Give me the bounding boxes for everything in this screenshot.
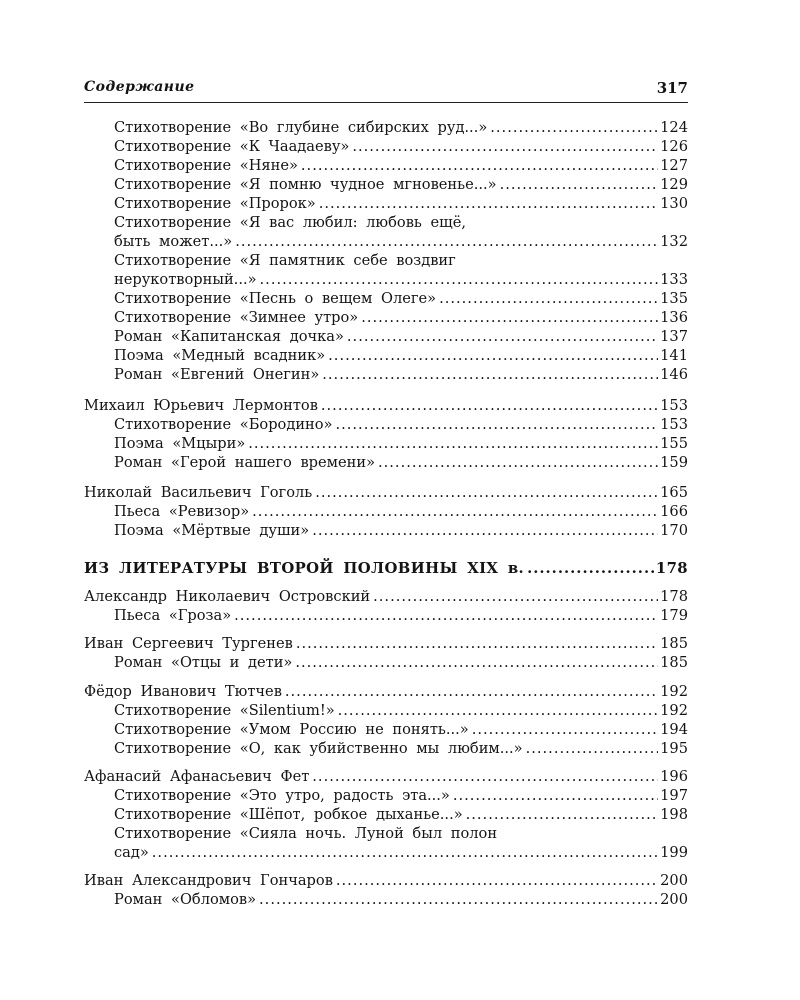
toc-entry-title: Поэма «Мцыри» [114, 435, 246, 452]
toc-entry-title: Стихотворение «Я памятник себе воздвиг [114, 252, 456, 269]
toc-entry-page: 196 [660, 768, 688, 785]
dot-leader [319, 194, 658, 213]
toc-entry-page: 197 [660, 787, 688, 804]
toc-entry-page: 126 [660, 138, 688, 155]
toc-entry-title: Роман «Герой нашего времени» [114, 454, 376, 471]
dot-leader [361, 308, 658, 327]
toc-entry [114, 194, 688, 213]
toc-entry-title: Стихотворение «Песнь о вещем Олеге» [114, 290, 437, 307]
toc-entry-title: Стихотворение «К Чаадаеву» [114, 138, 350, 155]
dot-leader [526, 739, 659, 758]
toc-entry-page: 166 [660, 503, 688, 520]
toc-entry [114, 502, 688, 521]
toc-entry [114, 232, 688, 251]
dot-leader [328, 346, 658, 365]
toc-entry-page: 124 [660, 119, 688, 136]
toc-entry-page: 192 [660, 702, 688, 719]
toc-entry-page: 132 [660, 233, 688, 250]
running-title: Содержание [84, 79, 195, 95]
toc-entry-title: Иван Александрович Гончаров [84, 872, 333, 889]
toc-entry-title: быть может...» [114, 233, 233, 250]
toc-entry-title: Стихотворение «Умом Россию не понять...» [114, 721, 469, 738]
toc-entry [114, 175, 688, 194]
toc-entry-title: Фёдор Иванович Тютчев [84, 683, 282, 700]
toc-entry-title: Александр Николаевич Островский [84, 588, 371, 605]
dot-leader [234, 606, 658, 625]
toc-entry [114, 805, 688, 824]
page-number: 317 [656, 79, 688, 97]
toc-entry-title: Стихотворение «Бородино» [114, 416, 333, 433]
toc-entry-title: Стихотворение «Шёпот, робкое дыханье...» [114, 806, 463, 823]
dot-leader [260, 270, 659, 289]
toc-entry [114, 606, 688, 625]
toc-entry-title: Стихотворение «Это утро, радость эта...» [114, 787, 450, 804]
toc-entry-page: 178 [655, 560, 688, 577]
toc-entry [84, 483, 688, 502]
dot-leader [285, 682, 658, 701]
dot-leader [466, 805, 659, 824]
toc-entry [114, 289, 688, 308]
toc-entry [114, 213, 688, 232]
toc-entry [114, 720, 688, 739]
toc-entry-page: 155 [660, 435, 688, 452]
toc-entry-page: 185 [660, 635, 688, 652]
toc-entry-page: 170 [660, 522, 688, 539]
toc-entry-title: Стихотворение «Няне» [114, 157, 298, 174]
dot-leader [152, 843, 658, 862]
toc-entry [114, 270, 688, 289]
toc-entry-page: 194 [660, 721, 688, 738]
toc-entry-page: 130 [660, 195, 688, 212]
toc-entry [114, 786, 688, 805]
toc-entry-page: 146 [660, 366, 688, 383]
toc-entry-title: Стихотворение «Silentium!» [114, 702, 335, 719]
toc-entry-title: Стихотворение «Я вас любил: любовь ещё, [114, 214, 466, 231]
toc-entry-page: 159 [660, 454, 688, 471]
toc-entry-title: ИЗ ЛИТЕРАТУРЫ ВТОРОЙ ПОЛОВИНЫ XIX в. [84, 560, 525, 577]
dot-leader [439, 289, 658, 308]
dot-leader [315, 483, 658, 502]
toc-entry [114, 843, 688, 862]
dot-leader [248, 434, 658, 453]
toc-entry [114, 327, 688, 346]
toc-entry [84, 767, 688, 786]
toc-entry-page: 133 [660, 271, 688, 288]
toc-entry-title: Пьеса «Ревизор» [114, 503, 250, 520]
dot-leader [338, 701, 659, 720]
toc-entry-title: Роман «Обломов» [114, 891, 257, 908]
dot-leader [312, 767, 658, 786]
toc-entry-title: нерукотворный...» [114, 271, 257, 288]
toc-entry [114, 739, 688, 758]
toc-entry [114, 118, 688, 137]
toc-entry-page: 195 [660, 740, 688, 757]
dot-leader [347, 327, 658, 346]
toc-entry-page: 199 [660, 844, 688, 861]
dot-leader [301, 156, 658, 175]
toc-entry [84, 871, 688, 890]
toc-entry [114, 137, 688, 156]
toc-entry-page: 185 [660, 654, 688, 671]
dot-leader [235, 232, 658, 251]
toc-entry [114, 308, 688, 327]
toc-entry-page: 141 [660, 347, 688, 364]
dot-leader [373, 587, 658, 606]
toc-entry [114, 365, 688, 384]
toc-entry-title: Стихотворение «Зимнее утро» [114, 309, 359, 326]
dot-leader [259, 890, 658, 909]
toc-entry-title: Стихотворение «Пророк» [114, 195, 316, 212]
toc-entry-title: Стихотворение «Я помню чудное мгновенье...» [114, 176, 497, 193]
dot-leader [295, 653, 658, 672]
toc-entry [114, 521, 688, 540]
toc-entry-title: Афанасий Афанасьевич Фет [84, 768, 310, 785]
toc-entry [114, 251, 688, 270]
dot-leader [472, 720, 658, 739]
toc-entry [114, 415, 688, 434]
toc-entry-page: 129 [660, 176, 688, 193]
toc-entry [114, 890, 688, 909]
toc-entry-title: Стихотворение «Сияла ночь. Луной был полон [114, 825, 498, 842]
dot-leader [352, 137, 658, 156]
dot-leader [252, 502, 658, 521]
toc-entry [114, 701, 688, 720]
toc-entry [84, 396, 688, 415]
dot-leader [453, 786, 658, 805]
toc-entry-page: 198 [660, 806, 688, 823]
toc-entry-title: сад» [114, 844, 149, 861]
toc-entry [114, 156, 688, 175]
dot-leader [296, 634, 658, 653]
toc-entry [114, 453, 688, 472]
toc-entry-page: 200 [660, 872, 688, 889]
toc-entry [114, 434, 688, 453]
toc-entry [84, 559, 688, 578]
toc-entry-page: 153 [660, 416, 688, 433]
dot-leader [500, 175, 659, 194]
toc-entry-title: Пьеса «Гроза» [114, 607, 232, 624]
toc-entry-title: Стихотворение «Во глубине сибирских руд...» [114, 119, 488, 136]
toc-entry-title: Михаил Юрьевич Лермонтов [84, 397, 318, 414]
toc-entry [114, 346, 688, 365]
toc-entry-page: 179 [660, 607, 688, 624]
toc-entry-title: Роман «Отцы и дети» [114, 654, 293, 671]
toc-entry-title: Николай Васильевич Гоголь [84, 484, 313, 501]
dot-leader [378, 453, 658, 472]
toc-entry-title: Стихотворение «О, как убийственно мы любим...» [114, 740, 523, 757]
dot-leader [527, 559, 654, 578]
dot-leader [490, 118, 658, 137]
dot-leader [336, 871, 658, 890]
toc-entry [84, 634, 688, 653]
toc-entry-page: 135 [660, 290, 688, 307]
toc-entry-title: Роман «Капитанская дочка» [114, 328, 344, 345]
toc-entry [84, 587, 688, 606]
toc-entry-title: Роман «Евгений Онегин» [114, 366, 320, 383]
toc-entry [84, 682, 688, 701]
toc-entry-title: Поэма «Медный всадник» [114, 347, 326, 364]
toc-entry-page: 153 [660, 397, 688, 414]
toc-entry-title: Иван Сергеевич Тургенев [84, 635, 293, 652]
toc-entry-title: Поэма «Мёртвые души» [114, 522, 310, 539]
toc-entry-page: 200 [660, 891, 688, 908]
dot-leader [322, 365, 658, 384]
toc-entry-page: 127 [660, 157, 688, 174]
toc-entry [114, 824, 688, 843]
toc-entry-page: 178 [660, 588, 688, 605]
dot-leader [336, 415, 659, 434]
dot-leader [321, 396, 658, 415]
toc-entry-page: 165 [660, 484, 688, 501]
toc-entry-page: 192 [660, 683, 688, 700]
toc-entry-page: 137 [660, 328, 688, 345]
toc-entry-page: 136 [660, 309, 688, 326]
toc-entry [114, 653, 688, 672]
dot-leader [312, 521, 658, 540]
